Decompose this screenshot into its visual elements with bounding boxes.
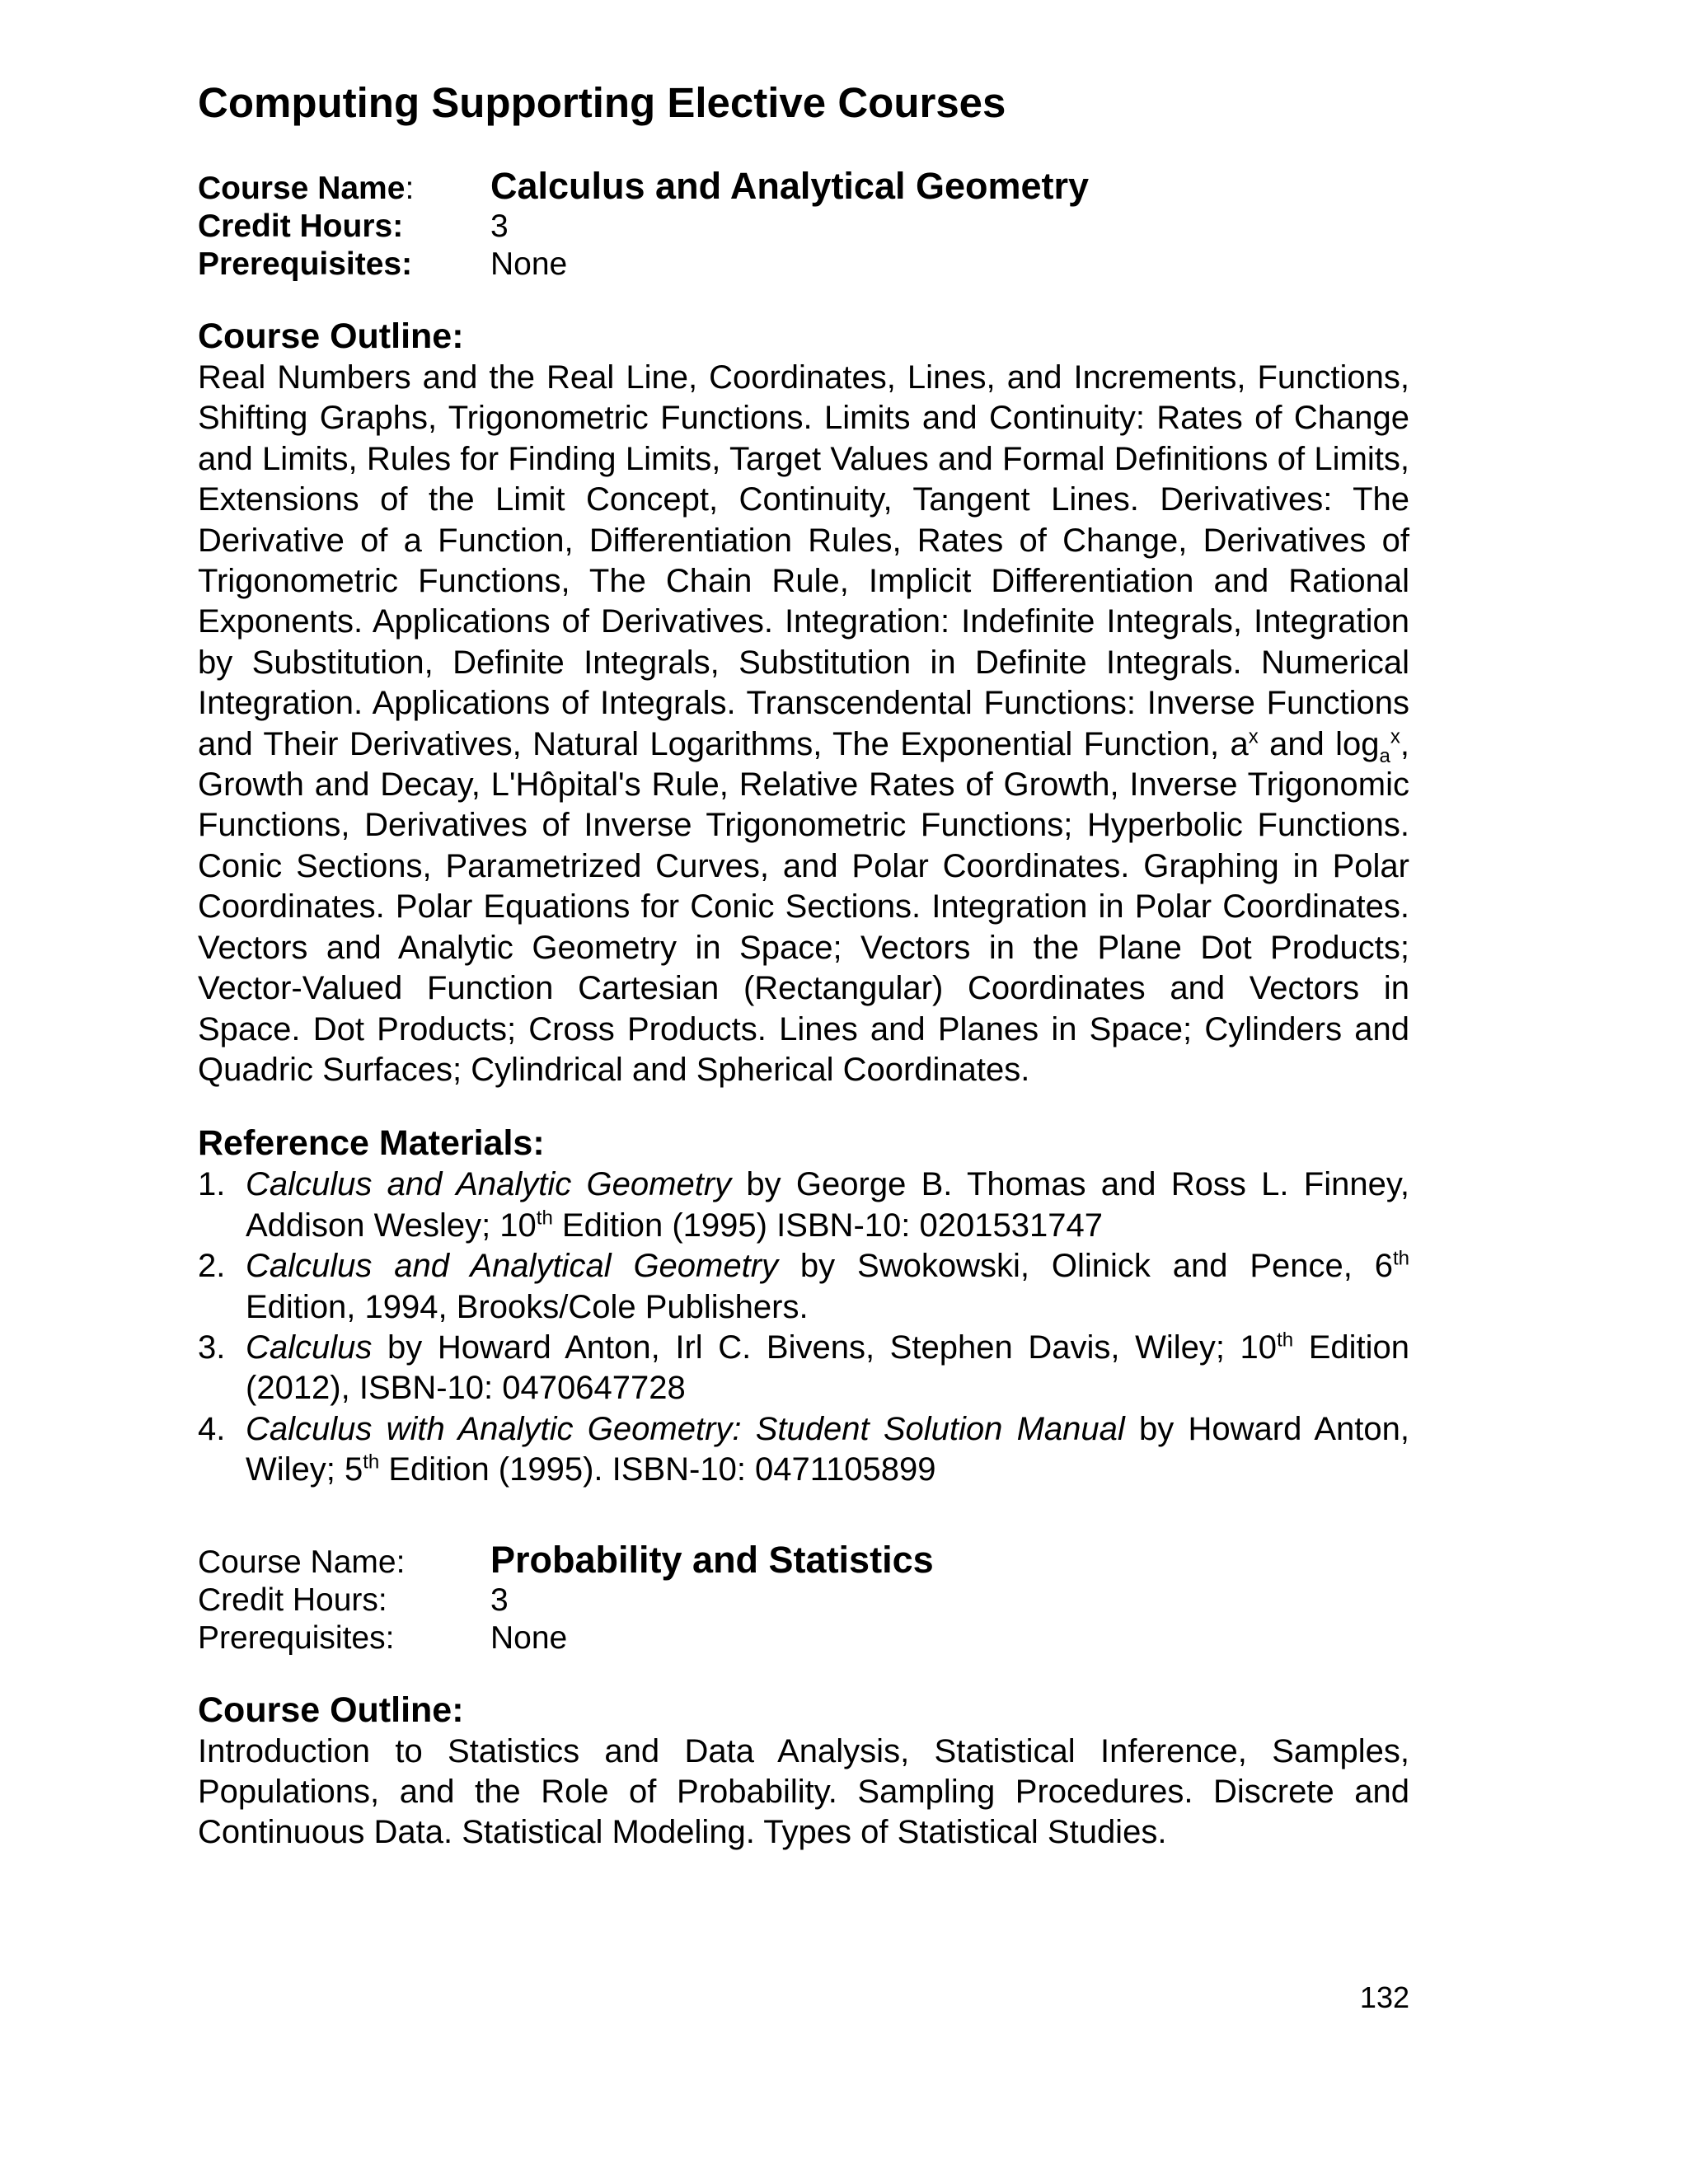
reference-item (198, 1409, 1409, 1491)
course1-credit-label: Credit Hours: (198, 209, 404, 244)
course2-name-row (198, 1539, 1409, 1582)
reference-post: Edition (2012), ISBN-10: 0470647728 (246, 1329, 1409, 1407)
reference-item (198, 1165, 1409, 1246)
reference-post: Edition (1995). ISBN-10: 0471105899 (379, 1451, 936, 1488)
reference-post: Edition, 1994, Brooks/Cole Publishers. (246, 1288, 809, 1325)
reference-title: Calculus with Analytic Geometry: Student Solution Manual (246, 1410, 1125, 1447)
course2-prereq-row (198, 1619, 1409, 1657)
course1-name-label: Course Name (198, 171, 406, 206)
reference-number: 4. (198, 1410, 226, 1447)
course1-outline-heading (198, 315, 1409, 358)
reference-title: Calculus (246, 1329, 373, 1366)
course1-meta (198, 165, 1409, 284)
course1-prereq-value: None (490, 246, 568, 282)
reference-sup: th (1277, 1329, 1294, 1352)
course1-outline-text (198, 358, 1409, 1090)
course1-name-label-wrap (198, 170, 490, 208)
references-heading-text: Reference Materials (198, 1123, 533, 1164)
course2-credit-row (198, 1582, 1409, 1619)
course2-prereq-value: None (490, 1619, 568, 1656)
reference-sup: th (536, 1207, 553, 1230)
reference-number: 3. (198, 1329, 226, 1366)
reference-pre: by Howard Anton, Irl C. Bivens, Stephen Davis, Wiley; 10 (372, 1329, 1278, 1366)
outline-sub: a (1379, 744, 1390, 767)
course1-references-list (198, 1165, 1409, 1490)
course2-credit-value: 3 (490, 1582, 509, 1618)
outline-part1: Real Numbers and the Real Line, Coordinates, Lines, and Increments, Functions, Shifting Graphs, Trigonometric Functions. Limits and Continuity: Rates of Change and Limits, Rules for Finding Limits, Target Values and Formal Definitions of Limits, Extensions of the Limit Concept, Continuity, Tangent Lines. Derivatives: The Derivative of a Function, Differentiation Rules, Rates of Change, Derivatives of Trigonometric Functions, The Chain Rule, Implicit Differentiation and Rational Exponents. Applications of Derivatives. Integration: Indefinite Integrals, Integration by Substitution, Definite Integrals, Substitution in Definite Integrals. Numerical Integration. Applications of Integrals. Transcendental Functions: Inverse Functions and Their Derivatives, Natural Logarithms, The Exponential Function, a (198, 359, 1409, 762)
reference-item (198, 1246, 1409, 1328)
course1-references-heading (198, 1122, 1409, 1165)
reference-title: Calculus and Analytical Geometry (246, 1248, 779, 1285)
outline-part3: , Growth and Decay, L'Hôpital's Rule, Relative Rates of Growth, Inverse Trigonomic Functions, Derivatives of Inverse Trigonometric Functions; Hyperbolic Functions. Conic Sections, Parametrized Curves, and Polar Coordinates. Graphing in Polar Coordinates. Polar Equations for Conic Sections. Integration in Polar Coordinates. Vectors and Analytic Geometry in Space; Vectors in the Plane Dot Products; Vector-Valued Function Cartesian (Rectangular) Coordinates and Vectors in Space. Dot Products; Cross Products. Lines and Planes in Space; Cylinders and Quadric Surfaces; Cylindrical and Spherical Coordinates. (198, 725, 1410, 1088)
course1-prereq-row (198, 246, 1409, 284)
course2-name-label: Course Name: (198, 1544, 406, 1580)
reference-number: 2. (198, 1248, 226, 1285)
page-number: 132 (1359, 1980, 1409, 2014)
course2-outline-heading (198, 1689, 1409, 1732)
document-page (198, 74, 1409, 1854)
reference-text (246, 1246, 1409, 1328)
page-title: Computing Supporting Elective Courses (198, 79, 1006, 126)
course2-meta (198, 1539, 1409, 1657)
course2-outline-heading-colon: : (452, 1690, 464, 1730)
course1-prereq-label: Prerequisites: (198, 246, 413, 282)
outline-sup2: x (1390, 725, 1400, 748)
course2-outline-heading-text: Course Outline (198, 1690, 452, 1730)
reference-text (246, 1409, 1409, 1491)
reference-item (198, 1328, 1409, 1409)
reference-post: Edition (1995) ISBN-10: 0201531747 (552, 1207, 1103, 1244)
reference-pre: by Howard Anton, Wiley; 5 (246, 1410, 1410, 1488)
reference-text (246, 1165, 1409, 1246)
reference-title: Calculus and Analytic Geometry (246, 1166, 732, 1203)
course2-credit-label: Credit Hours: (198, 1582, 387, 1618)
course1-credit-value: 3 (490, 209, 509, 244)
reference-sup: th (1393, 1247, 1410, 1270)
reference-pre: by Swokowski, Olinick and Pence, 6 (778, 1248, 1393, 1285)
reference-pre: by George B. Thomas and Ross L. Finney, Addison Wesley; 10 (246, 1166, 1409, 1244)
course2-name: Probability and Statistics (490, 1538, 934, 1581)
course2-outline-text: Introduction to Statistics and Data Analysis, Statistical Inference, Samples, Populations, and the Role of Probability. Sampling Procedures. Discrete and Continuous Data. Statistical Modeling. Types of Statistical Studies. (198, 1732, 1409, 1851)
reference-text (246, 1328, 1409, 1409)
course2-prereq-label: Prerequisites: (198, 1619, 395, 1656)
outline-sup1: x (1248, 725, 1259, 748)
course1-credit-row (198, 208, 1409, 246)
course1-name-row (198, 165, 1409, 208)
reference-sup: th (363, 1451, 380, 1474)
course1-name-colon: : (405, 171, 415, 206)
outline-part2: and log (1258, 725, 1380, 762)
reference-number: 1. (198, 1166, 226, 1203)
course1-name: Calculus and Analytical Geometry (490, 165, 1090, 207)
references-heading-colon: : (532, 1123, 545, 1164)
course1-outline-heading-text: Course Outline: (198, 316, 464, 356)
